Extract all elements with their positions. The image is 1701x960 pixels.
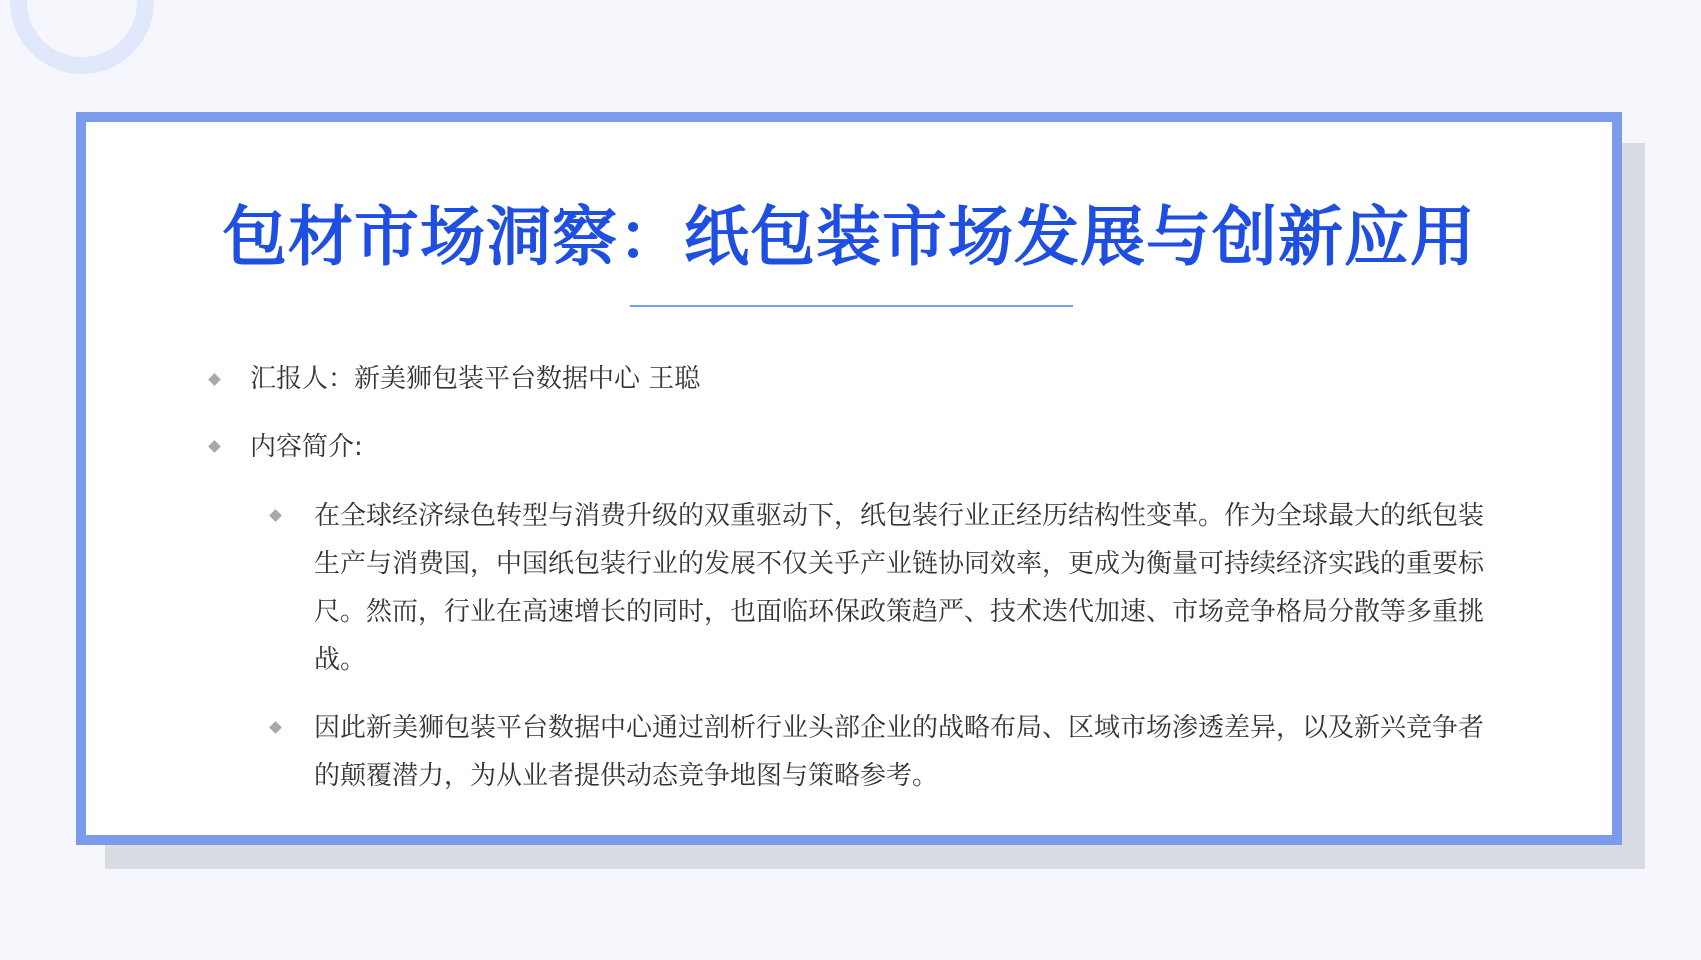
intro-paragraph-1: 在全球经济绿色转型与消费升级的双重驱动下，纸包装行业正经历结构性变革。作为全球最大的纸包装生产与消费国，中国纸包装行业的发展不仅关乎产业链协同效率，更成为衡量可持续经济实践的重要标尺。然而，行业在高速增长的同时，也面临环保政策趋严、技术迭代加速、市场竞争格局分散等多重挑战。: [314, 501, 1485, 675]
diamond-bullet-icon: [269, 721, 282, 734]
diamond-bullet-icon: [269, 509, 282, 522]
intro-paragraph-2: 因此新美狮包装平台数据中心通过剖析行业头部企业的战略布局、区域市场渗透差异，以及新兴竞争者的颠覆潜力，为从业者提供动态竞争地图与策略参考。: [314, 713, 1485, 791]
reporter-line: 汇报人：新美狮包装平台数据中心 王聪: [250, 364, 701, 394]
title-divider: [630, 305, 1073, 307]
intro-label: 内容简介:: [250, 432, 363, 462]
diamond-bullet-icon: [208, 373, 221, 386]
slide-title: 包材市场洞察：纸包装市场发展与创新应用: [221, 200, 1476, 275]
decorative-ring: [10, 0, 154, 74]
slide-card: [76, 112, 1622, 845]
diamond-bullet-icon: [208, 440, 221, 453]
